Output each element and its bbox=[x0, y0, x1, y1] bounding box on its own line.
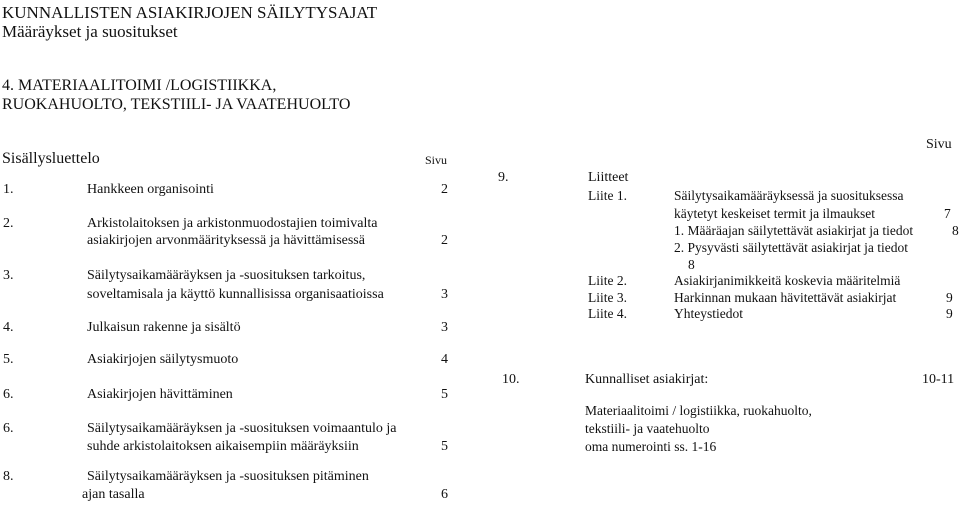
toc-item-text: asiakirjojen arvonmäärityksessä ja hävittämisessä bbox=[87, 233, 365, 248]
right-page-label: Sivu bbox=[926, 137, 952, 152]
liite-2-label: Liite 2. bbox=[588, 273, 627, 288]
liite-1-text-line-1: Säilytysaikamääräyksessä ja suosituksessa bbox=[674, 188, 904, 203]
liite-1-label: Liite 1. bbox=[588, 188, 627, 203]
toc-item-number: 3. bbox=[3, 268, 14, 283]
toc-item-page: 6 bbox=[441, 487, 448, 502]
liite-1-page: 7 bbox=[944, 206, 951, 221]
toc-item-page: 4 bbox=[441, 352, 448, 367]
toc-item-text: Hankkeen organisointi bbox=[87, 182, 214, 197]
section-10-heading: Kunnalliset asiakirjat: bbox=[585, 372, 709, 387]
toc-item-page: 5 bbox=[441, 439, 448, 454]
toc-item-page: 2 bbox=[441, 182, 448, 197]
toc-item-text: Säilytysaikamääräyksen ja -suosituksen voimaantulo ja bbox=[87, 421, 397, 436]
toc-item-number: 6. bbox=[3, 387, 14, 402]
toc-item-page: 2 bbox=[441, 233, 448, 248]
liite-1-sub-1: 1. Määräajan säilytettävät asiakirjat ja tiedot bbox=[674, 223, 914, 238]
liite-1-sub-1-page: 8 bbox=[952, 223, 959, 238]
toc-item-number: 1. bbox=[3, 182, 14, 197]
section-10-line-3: oma numerointi ss. 1-16 bbox=[585, 439, 717, 454]
toc-item-text: ajan tasalla bbox=[82, 487, 145, 502]
section-10-line-2: tekstiili- ja vaatehuolto bbox=[585, 421, 710, 436]
section-10-pages: 10-11 bbox=[922, 372, 955, 387]
toc-page-label: Sivu bbox=[425, 153, 448, 167]
toc-item-number: 8. bbox=[3, 469, 14, 484]
toc-item-text: suhde arkistolaitoksen aikaisempiin määräyksiin bbox=[87, 439, 359, 454]
appendix-number: 9. bbox=[498, 170, 509, 185]
toc-item-text: Julkaisun rakenne ja sisältö bbox=[87, 320, 241, 335]
liite-1-sub-2-page: 8 bbox=[688, 257, 695, 272]
toc-item-page: 3 bbox=[441, 320, 448, 335]
toc-item-number: 5. bbox=[3, 352, 14, 367]
section-title-line-1: 4. MATERIAALITOIMI /LOGISTIIKKA, bbox=[2, 77, 277, 94]
document-title: KUNNALLISTEN ASIAKIRJOJEN SÄILYTYSAJAT bbox=[2, 3, 378, 22]
liite-4-text: Yhteystiedot bbox=[674, 306, 743, 321]
appendix-heading: Liitteet bbox=[588, 170, 629, 185]
liite-4-label: Liite 4. bbox=[588, 306, 627, 321]
section-10-number: 10. bbox=[502, 372, 520, 387]
toc-item-text: Asiakirjojen hävittäminen bbox=[87, 387, 233, 402]
toc-item-text: Arkistolaitoksen ja arkistonmuodostajien toimivalta bbox=[87, 216, 378, 231]
toc-item-page: 5 bbox=[441, 387, 448, 402]
toc-item-text: Säilytysaikamääräyksen ja -suosituksen pitäminen bbox=[87, 469, 369, 484]
liite-3-page: 9 bbox=[946, 290, 953, 305]
section-10-line-1: Materiaalitoimi / logistiikka, ruokahuolto, bbox=[585, 403, 812, 418]
liite-3-text: Harkinnan mukaan hävitettävät asiakirjat bbox=[674, 290, 897, 305]
toc-item-text: Asiakirjojen säilytysmuoto bbox=[87, 352, 239, 367]
liite-3-label: Liite 3. bbox=[588, 290, 627, 305]
toc-heading: Sisällysluettelo bbox=[2, 150, 100, 167]
toc-item-page: 3 bbox=[441, 287, 448, 302]
liite-1-text-line-2: käytetyt keskeiset termit ja ilmaukset bbox=[674, 206, 875, 221]
liite-4-page: 9 bbox=[946, 306, 953, 321]
toc-item-text: soveltamisala ja käyttö kunnallisissa organisaatioissa bbox=[87, 287, 384, 302]
liite-1-sub-2: 2. Pysyvästi säilytettävät asiakirjat ja tiedot bbox=[674, 240, 908, 255]
toc-item-number: 6. bbox=[3, 421, 14, 436]
section-title-line-2: RUOKAHUOLTO, TEKSTIILI- JA VAATEHUOLTO bbox=[2, 96, 351, 113]
document-subtitle: Määräykset ja suositukset bbox=[2, 22, 178, 41]
toc-item-number: 4. bbox=[3, 320, 14, 335]
toc-item-number: 2. bbox=[3, 216, 14, 231]
liite-2-text: Asiakirjanimikkeitä koskevia määritelmiä bbox=[674, 273, 901, 288]
toc-item-text: Säilytysaikamääräyksen ja -suosituksen tarkoitus, bbox=[87, 268, 366, 283]
